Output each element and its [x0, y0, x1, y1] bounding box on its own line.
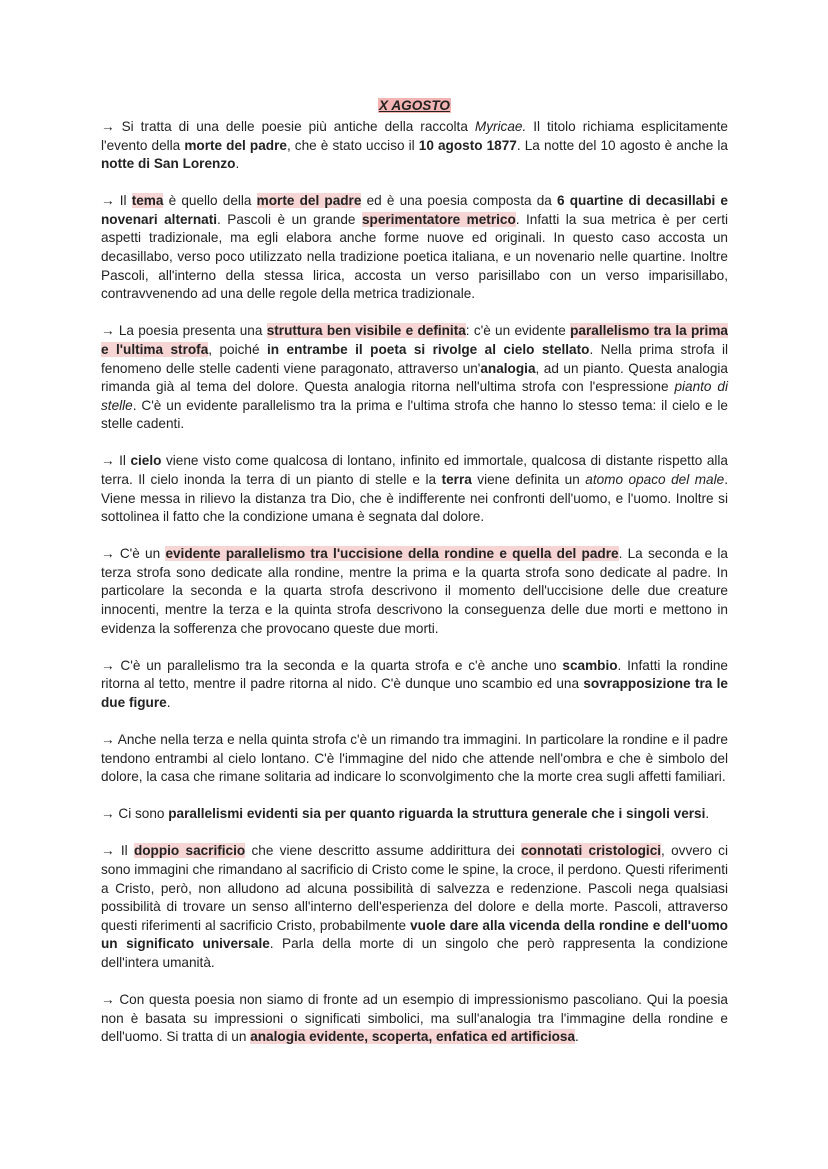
text-run: viene visto come qualcosa di lontano, infinito ed immortale, qualcosa di distante rispetto alla terra. Il cielo inonda la terra di un pianto di stelle e la — [101, 453, 728, 487]
text-run: → Il — [101, 453, 131, 469]
text-run: che viene descritto assume addirittura dei — [245, 843, 522, 859]
highlighted-text: evidente parallelismo tra l'uccisione della rondine e quella del padre — [165, 546, 619, 562]
text-run: → Il — [101, 193, 132, 209]
text-run: , poiché — [208, 341, 267, 357]
bold-text: 10 agosto 1877 — [418, 137, 517, 153]
text-run: . Pascoli è un grande — [217, 211, 362, 227]
bold-text: analogia — [480, 360, 536, 376]
paragraph — [101, 118, 728, 174]
text-run: : c'è un evidente — [465, 323, 571, 339]
paragraph — [101, 452, 728, 526]
italic-text: pianto di stelle — [101, 379, 728, 413]
paragraph — [101, 192, 728, 304]
italic-text: Myricae. — [474, 119, 527, 134]
text-run: → C'è un parallelismo tra la seconda e la quarta strofa e c'è anche uno — [101, 657, 563, 673]
text-run: , che è stato ucciso il — [286, 137, 419, 153]
text-run: Il titolo richiama esplicitamente l'evento della — [101, 119, 728, 153]
bold-text: 6 quartine di decasillabi e novenari alternati — [101, 193, 728, 227]
paragraph — [101, 545, 728, 638]
bold-text: cielo — [130, 453, 162, 469]
bold-text: terra — [441, 472, 472, 487]
text-run: → La poesia presenta una — [101, 323, 267, 339]
text-run: , ad un pianto. Questa analogia rimanda già al tema del dolore. Questa analogia ritorna nell'ultima strofa con l'espressione — [101, 360, 728, 395]
text-run: . — [705, 806, 710, 822]
text-run: . La seconda e la terza strofa sono dedicate alla rondine, mentre la prima e la quarta strofa sono dedicate al padre. In particolare la seconda e la quarta strofa descrivono il momento dell'uccisione delle due creature innocenti, mentre la terza e la quinta strofa descrivono la conseguenza delle due morti e mettono in evidenza la sofferenza che provocano queste due morti. — [101, 546, 728, 636]
text-run: è quello della — [163, 193, 257, 209]
highlighted-text: analogia evidente, scoperta, enfatica ed artificiosa — [250, 1029, 576, 1045]
bold-text: sovrapposizione tra le due figure — [101, 676, 728, 710]
text-run: → Il — [101, 843, 134, 859]
paragraph — [101, 842, 728, 972]
text-run: . Infatti la rondine ritorna al tetto, mentre il padre ritorna al nido. C'è dunque uno scambio ed una — [101, 657, 728, 692]
highlighted-text: connotati cristologici — [521, 843, 662, 859]
highlighted-text: doppio sacrificio — [133, 843, 246, 859]
bold-text: in entrambe il poeta si rivolge al cielo stellato — [267, 341, 590, 357]
text-run: → Si tratta di una delle poesie più antiche della raccolta — [101, 119, 475, 134]
paragraph — [101, 322, 728, 434]
highlighted-text: tema — [131, 193, 164, 209]
text-run: , ovvero ci sono immagini che rimandano al sacrificio di Cristo come le spine, la croce, il perdono. Questi riferimenti a Cristo, però, non alludono ad alcuna possibilità di salvezza e redenzione. Pascoli nega qualsiasi possibilità di trovare un senso all'interno dell'esperienza del dolore e della morte. Pascoli, attraverso questi riferimenti al sacrificio Cristo, probabilmente — [101, 843, 728, 933]
document-body — [101, 118, 728, 1047]
italic-text: atomo opaco del male — [585, 472, 725, 487]
highlighted-text: parallelismo tra la prima e l'ultima strofa — [101, 323, 728, 357]
text-run: . — [166, 694, 171, 710]
bold-text: scambio — [562, 657, 618, 673]
paragraph — [101, 991, 728, 1047]
text-run: . La notte del 10 agosto è anche la — [516, 137, 728, 153]
text-run: → C'è un — [101, 546, 166, 562]
bold-text: parallelismi evidenti sia per quanto riguarda la struttura generale che i singoli versi — [168, 806, 706, 822]
highlighted-text: sperimentatore metrico — [361, 211, 516, 227]
text-run: → Anche nella terza e nella quinta strofa c'è un rimando tra immagini. In particolare la rondine e il padre tendono entrambi al cielo lontano. C'è l'immagine del nido che attende nell'ombra e che è simbolo del dolore, la casa che rimane solitaria ad indicare lo sconvolgimento che la morte crea sugli affetti familiari. — [101, 732, 728, 785]
document-page — [101, 96, 728, 1047]
highlighted-text: struttura ben visibile e definita — [266, 323, 466, 339]
paragraph — [101, 657, 728, 713]
bold-text: morte del padre — [184, 137, 287, 153]
text-run: viene definita un — [471, 472, 586, 487]
text-run: . Infatti la sua metrica è per certi aspetti tradizionale, ma egli elabora anche forme nuove ed originali. In questo caso accosta un decasillabo, verso poco utilizzato nella tradizione poetica italiana, e un novenario nelle quartine. Inoltre Pascoli, all'interno della stessa lirica, accosta un verso parisillabo con un verso imparisillabo, contravvenendo ad una delle regole della metrica tradizionale. — [101, 211, 728, 302]
text-run: → Ci sono — [101, 806, 169, 822]
text-run: . Viene messa in rilievo la distanza tra Dio, che è indifferente nei confronti dell'uomo, e l'uomo. Inoltre si sottolinea il fatto che la condizione umana è segnata dal dolore. — [101, 472, 728, 525]
paragraph — [101, 731, 728, 787]
document-title — [101, 96, 728, 115]
text-run: . Parla della morte di un singolo che però rappresenta la condizione dell'intera umanità. — [101, 936, 728, 970]
text-run: → Con questa poesia non siamo di fronte ad un esempio di impressionismo pascoliano. Qui la poesia non è basata su impressioni o significati simbolici, ma sull'analogia tra l'immagine della rondine e dell'uomo. Si tratta di un — [101, 992, 728, 1045]
bold-text: vuole dare alla vicenda della rondine e dell'uomo un significato universale — [101, 917, 728, 952]
paragraph — [101, 805, 728, 824]
text-run: . Nella prima strofa il fenomeno delle stelle cadenti viene paragonato, attraverso un' — [101, 341, 729, 376]
text-run: ed è una poesia composta da — [361, 193, 558, 209]
text-run: . — [235, 156, 240, 172]
text-run: . C'è un evidente parallelismo tra la prima e l'ultima strofa che hanno lo stesso tema: il cielo e le stelle cadenti. — [101, 397, 728, 432]
highlighted-text: morte del padre — [256, 193, 362, 209]
text-run: . — [575, 1029, 579, 1045]
bold-text: notte di San Lorenzo — [101, 156, 236, 172]
title-text: X AGOSTO — [378, 98, 450, 113]
